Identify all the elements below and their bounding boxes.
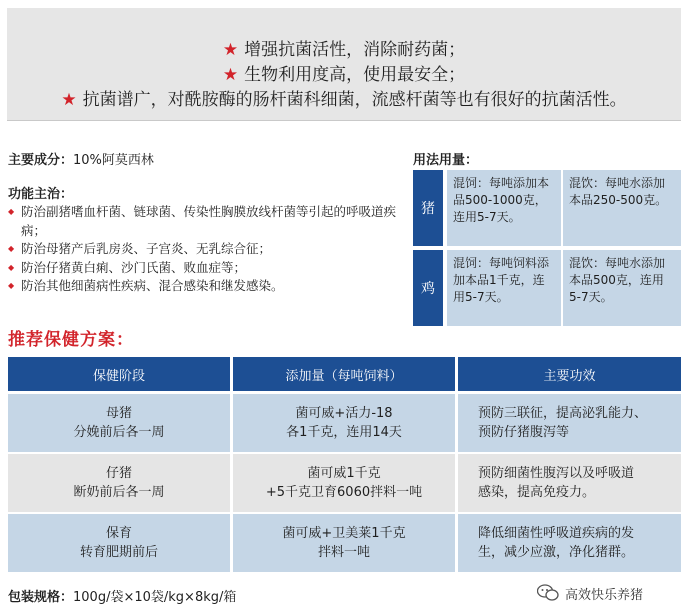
table-header: 添加量（每吨饲料） xyxy=(233,357,455,391)
usage-animal-pig: 猪 xyxy=(413,170,443,246)
table-header: 主要功效 xyxy=(458,357,681,391)
table-cell xyxy=(458,454,681,512)
table-cell xyxy=(8,514,230,572)
star-icon: ★ xyxy=(61,90,77,110)
usage-table xyxy=(413,170,681,326)
cell-line: 菌可威+活力-18 xyxy=(295,406,393,421)
cell-line: 拌料一吨 xyxy=(317,545,370,560)
cell-line: 菌可威1千克 xyxy=(307,466,381,481)
ingredient-value: 10%阿莫西林 xyxy=(73,153,154,168)
cell-line: 感染，提高免疫力。 xyxy=(478,485,596,500)
feature-line-2 xyxy=(7,60,681,85)
list-item: ◆ 防治副猪嗜血杆菌、链球菌、传染性胸膜放线杆菌等引起的呼吸道疾病； xyxy=(8,203,403,240)
cell-line: +5千克卫育6060拌料一吨 xyxy=(265,485,423,500)
cell-line: 母猪 xyxy=(105,406,132,421)
cell-line: 转育肥期前后 xyxy=(79,545,158,560)
usage-cell: 混饲：每吨添加本品500-1000克，连用5-7天。 xyxy=(447,170,561,246)
list-item: ◆ 防治其他细菌病性疾病、混合感染和继发感染。 xyxy=(8,277,403,296)
watermark-text: 高效快乐养猪 xyxy=(565,587,644,603)
table-header: 保健阶段 xyxy=(8,357,230,391)
star-icon: ★ xyxy=(222,40,239,60)
usage-cell: 混饮：每吨水添加本品250-500克。 xyxy=(563,170,681,246)
table-cell xyxy=(233,394,455,452)
plan-title: 推荐保健方案： xyxy=(8,330,134,350)
table-cell xyxy=(233,514,455,572)
cell-line: 仔猪 xyxy=(105,466,132,481)
cell-line: 生，减少应激，净化猪群。 xyxy=(478,545,635,560)
cell-line: 分娩前后各一周 xyxy=(73,425,165,440)
package-value: 100g/袋×10袋/kg×8kg/箱 xyxy=(73,590,237,605)
feature-line-3 xyxy=(7,85,681,110)
cell-line: 各1千克，连用14天 xyxy=(286,425,402,440)
wechat-icon xyxy=(537,584,559,602)
usage-title: 用法用量： xyxy=(413,153,479,168)
watermark-logo xyxy=(537,580,643,606)
cell-line: 菌可威+卫美莱1千克 xyxy=(282,526,406,541)
list-item: ◆ 防治母猪产后乳房炎、子宫炎、无乳综合征； xyxy=(8,240,403,259)
table-cell xyxy=(233,454,455,512)
cell-line: 断奶前后各一周 xyxy=(73,485,165,500)
feature-banner xyxy=(7,8,681,121)
feature-text: 增强抗菌活性，消除耐药菌； xyxy=(244,40,466,60)
functions-list xyxy=(8,203,403,296)
table-cell xyxy=(8,394,230,452)
list-item: ◆ 防治仔猪黄白痢、沙门氏菌、败血症等； xyxy=(8,259,403,278)
cell-line: 预防仔猪腹泻等 xyxy=(478,425,570,440)
plan-table xyxy=(8,357,681,575)
main-ingredient xyxy=(8,149,154,168)
feature-text: 生物利用度高，使用最安全； xyxy=(244,65,466,85)
cell-line: 预防三联征，提高泌乳能力、 xyxy=(478,406,648,421)
usage-cell: 混饲：每吨饲料添加本品1千克，连用5-7天。 xyxy=(447,250,561,326)
ingredient-label: 主要成分： xyxy=(8,153,74,168)
table-cell xyxy=(8,454,230,512)
feature-text: 抗菌谱广，对酰胺酶的肠杆菌科细菌，流感杆菌等也有很好的抗菌活性。 xyxy=(82,90,627,110)
table-cell xyxy=(458,394,681,452)
table-cell xyxy=(458,514,681,572)
star-icon: ★ xyxy=(222,65,239,85)
usage-animal-chicken: 鸡 xyxy=(413,250,443,326)
cell-line: 保育 xyxy=(105,526,132,541)
functions-title: 功能主治： xyxy=(8,187,74,202)
cell-line: 预防细菌性腹泻以及呼吸道 xyxy=(478,466,635,481)
usage-cell: 混饮：每吨水添加本品500克，连用5-7天。 xyxy=(563,250,681,326)
package-label: 包装规格： xyxy=(8,590,74,605)
feature-line-1 xyxy=(7,35,681,60)
package-spec xyxy=(8,586,236,605)
cell-line: 降低细菌性呼吸道疾病的发 xyxy=(478,526,635,541)
